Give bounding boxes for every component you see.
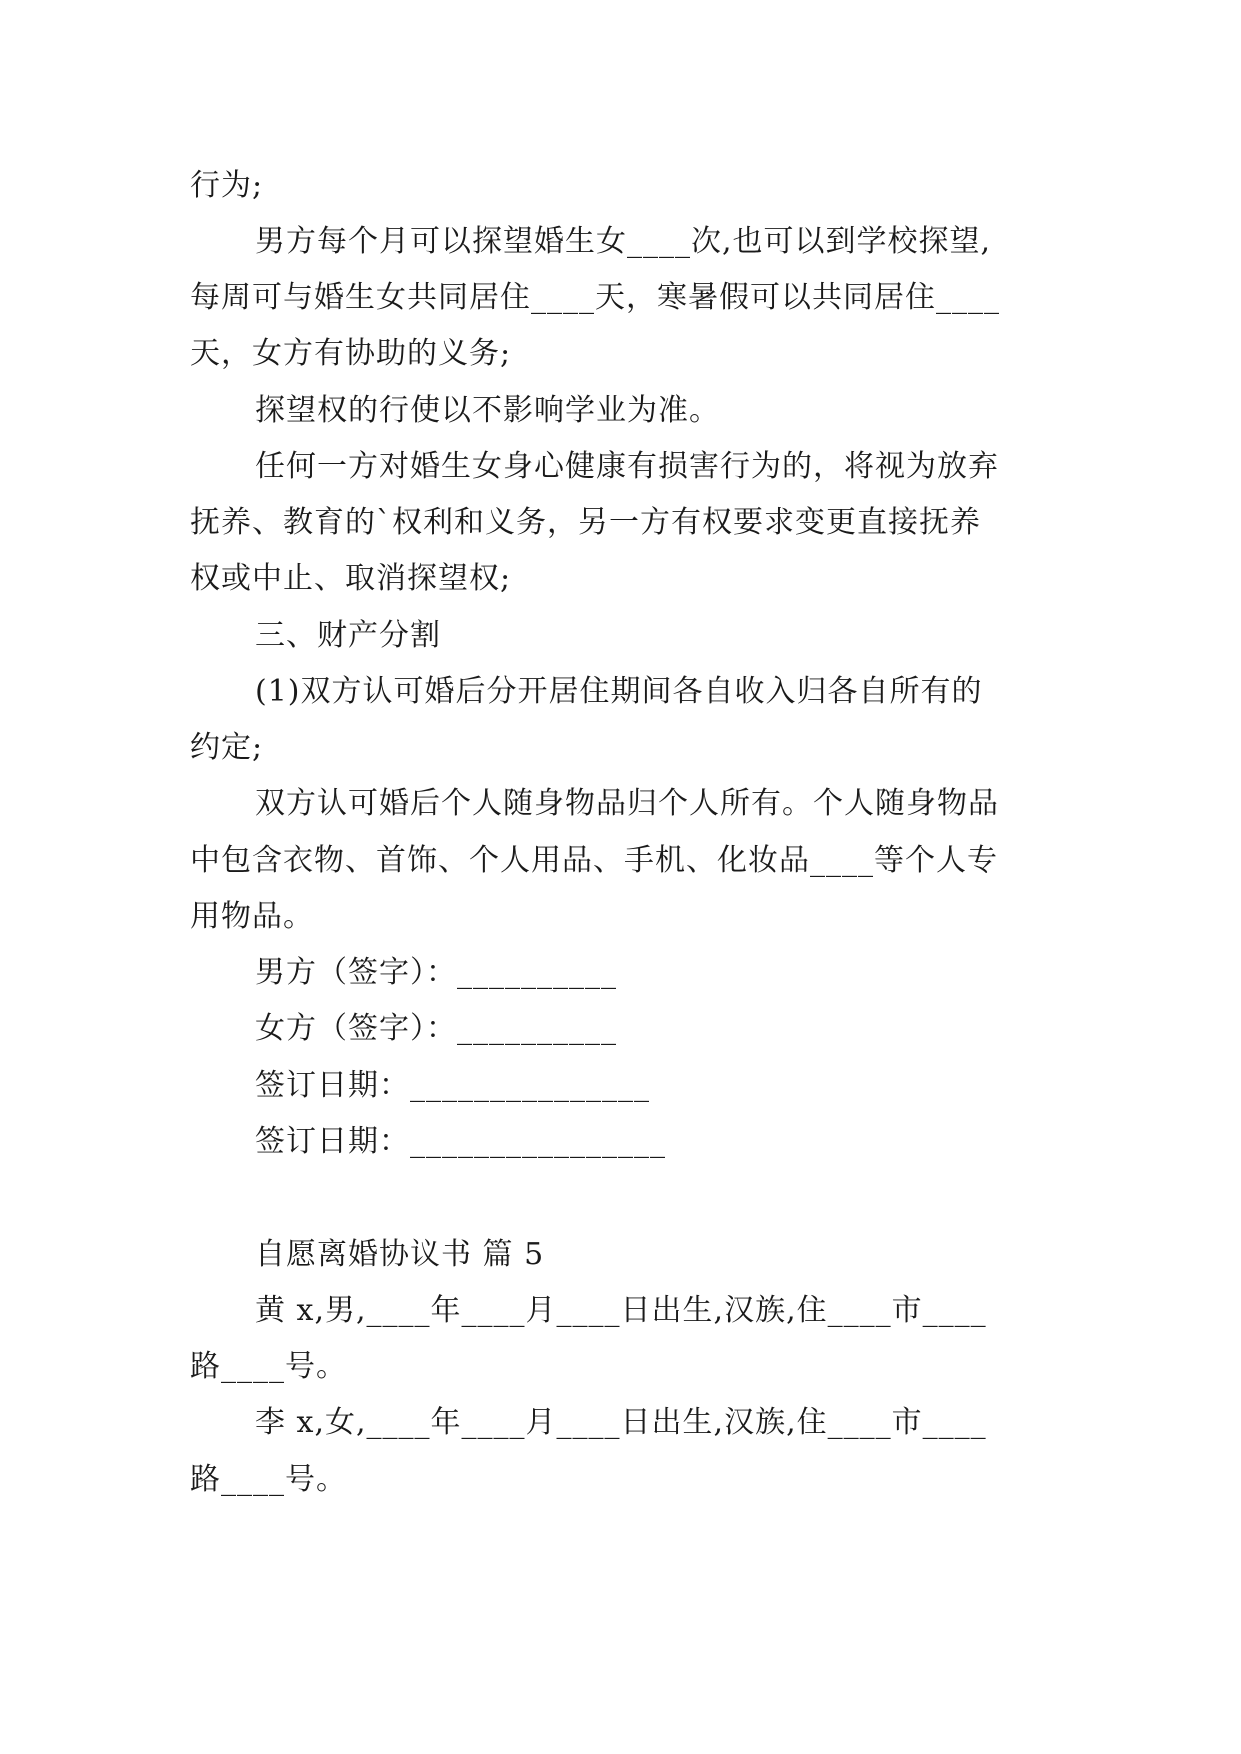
section-title: 自愿离婚协议书 篇 5 bbox=[255, 1237, 545, 1272]
signature-line-female: 女方（签字）：__________ bbox=[255, 1011, 617, 1046]
section-heading: 三、财产分割 bbox=[255, 618, 441, 653]
text-line: 用物品。 bbox=[190, 899, 314, 934]
text-line: 天，女方有协助的义务; bbox=[190, 336, 512, 371]
text-line: 路____号。 bbox=[190, 1349, 347, 1384]
text-line: (1)双方认可婚后分开居住期间各自收入归各自所有的 bbox=[255, 674, 983, 709]
text-line: 黄 x,男,____年____月____日出生,汉族,住____市____ bbox=[255, 1293, 987, 1328]
text-line: 男方每个月可以探望婚生女____次,也可以到学校探望, bbox=[255, 224, 992, 259]
text-line: 李 x,女,____年____月____日出生,汉族,住____市____ bbox=[255, 1405, 987, 1440]
text-line: 每周可与婚生女共同居住____天，寒暑假可以共同居住____ bbox=[190, 280, 1000, 315]
text-line: 双方认可婚后个人随身物品归个人所有。个人随身物品 bbox=[255, 786, 999, 821]
text-line: 行为; bbox=[190, 168, 264, 203]
text-line: 中包含衣物、首饰、个人用品、手机、化妆品____等个人专 bbox=[190, 843, 998, 878]
text-line: 路____号。 bbox=[190, 1462, 347, 1497]
signature-line-male: 男方（签字）：__________ bbox=[255, 955, 617, 990]
text-line: 权或中止、取消探望权; bbox=[190, 561, 512, 596]
text-line: 探望权的行使以不影响学业为准。 bbox=[255, 393, 720, 428]
date-line: 签订日期：_______________ bbox=[255, 1068, 650, 1103]
text-line: 任何一方对婚生女身心健康有损害行为的，将视为放弃 bbox=[255, 449, 999, 484]
text-line: 约定; bbox=[190, 730, 264, 765]
date-line: 签订日期：________________ bbox=[255, 1124, 666, 1159]
text-line: 抚养、教育的`权利和义务，另一方有权要求变更直接抚养 bbox=[190, 505, 981, 540]
